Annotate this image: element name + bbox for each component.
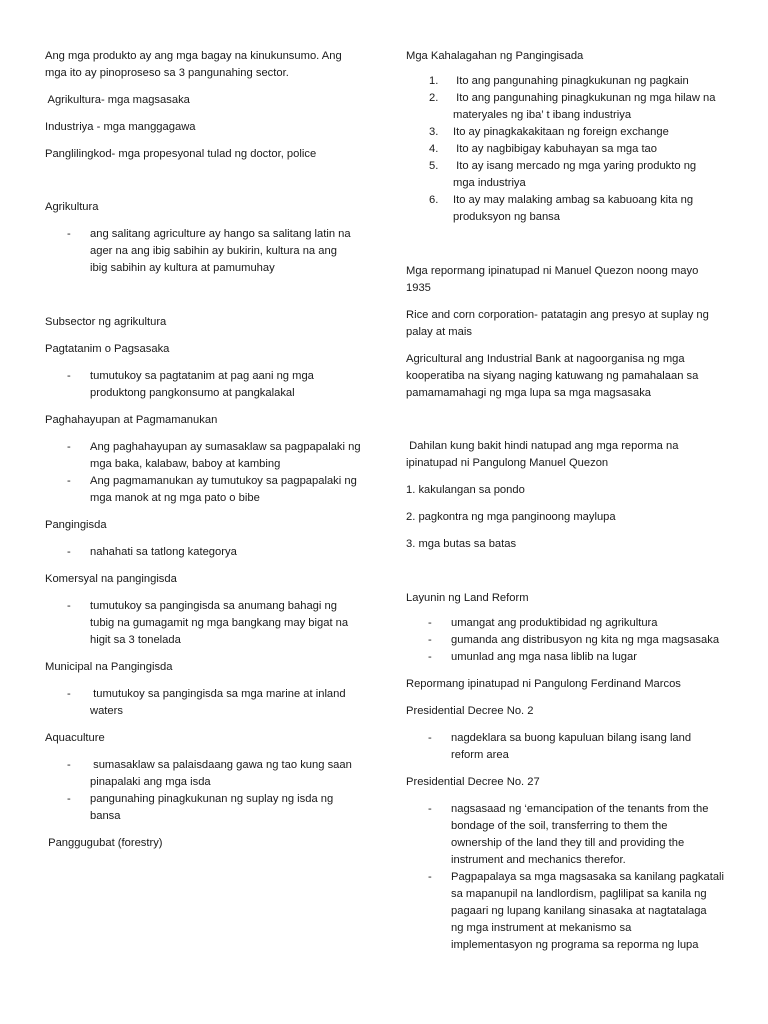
dash-bullet: - [428,617,432,629]
item-number: 3. [429,126,439,138]
dash-list [406,801,732,954]
item-number: 1. [429,75,439,87]
text-line: Komersyal na pangingisda [45,573,177,585]
paragraph [45,48,365,82]
list-item [406,869,732,954]
numbered-item [406,192,732,226]
text-line: Agricultural ang Industrial Bank at nagoorganisa ng mga [406,353,685,365]
dash-bullet: - [428,634,432,646]
text-line: bondage of the soil, transferring to them the [451,820,668,832]
list-item [406,730,732,764]
dash-bullet: - [428,732,432,744]
dash-list [45,598,365,649]
dash-bullet: - [67,370,71,382]
numbered-list [406,73,732,226]
text-line: umangat ang produktibidad ng agrikultura [451,617,658,629]
list-item [45,757,365,791]
paragraph [406,307,732,341]
text-line: Ito ang pangunahing pinagkukunan ng pagkain [453,75,689,87]
text-line: produksyon ng bansa [453,211,560,223]
numbered-item [406,73,732,90]
text-line: Ito ang pangunahing pinagkukunan ng mga hilaw na [453,92,716,104]
text-line: nahahati sa tatlong kategorya [90,546,237,558]
text-line: mga industriya [453,177,526,189]
text-line: pinapalaki ang mga isda [90,776,211,788]
text-line: Repormang ipinatupad ni Pangulong Ferdinand Marcos [406,678,681,690]
text-line: ibig sabihin ay kultura at pamumuhay [90,262,275,274]
paragraph [45,314,365,331]
right-column [406,48,732,954]
text-line: higit sa 3 tonelada [90,634,181,646]
dash-list [406,730,732,764]
paragraph [45,92,365,109]
dash-bullet: - [67,546,71,558]
dash-list [45,226,365,277]
list-item [45,226,365,277]
paragraph [45,517,365,534]
dash-list [45,686,365,720]
text-line: umunlad ang mga nasa liblib na lugar [451,651,637,663]
text-line: Ito ay may malaking ambag sa kabuoang kita ng [453,194,694,206]
text-line: pangunahing pinagkukunan ng suplay ng isda ng [90,793,334,805]
dash-bullet: - [67,475,71,487]
dash-bullet: - [67,441,71,453]
text-line: mga baka, kalabaw, baboy at kambing [90,458,281,470]
text-line: Ito ay pinagkakakitaan ng foreign exchange [453,126,669,138]
text-line: Panggugubat (forestry) [45,837,163,849]
paragraph [45,199,365,216]
paragraph [406,676,732,693]
text-line: Mga Kahalagahan ng Pangingisada [406,50,584,62]
text-line: Ito ay isang mercado ng mga yaring produkto ng [453,160,697,172]
numbered-item [406,124,732,141]
text-line: Ang paghahayupan ay sumasaklaw sa pagpapalaki ng [90,441,361,453]
text-line: Ang pagmamanukan ay tumutukoy sa pagpapalaki ng [90,475,357,487]
text-line: Municipal na Pangingisda [45,661,173,673]
item-number: 5. [429,160,439,172]
text-line: tumutukoy sa pangingisda sa mga marine at inland [90,688,346,700]
text-line: materyales ng iba’ t ibang industriya [453,109,632,121]
text-line: nagsasaad ng ‘emancipation of the tenants from the [451,803,709,815]
paragraph [45,571,365,588]
dash-bullet: - [67,759,71,771]
text-line: waters [90,705,123,717]
text-line: Presidential Decree No. 2 [406,705,534,717]
text-line: 1. kakulangan sa pondo [406,484,525,496]
text-line: bansa [90,810,121,822]
paragraph [406,48,732,65]
paragraph [406,351,732,402]
text-line: Pagtatanim o Pagsasaka [45,343,170,355]
paragraph [406,774,732,791]
item-number: 6. [429,194,439,206]
text-line: Layunin ng Land Reform [406,592,529,604]
text-line: Pangingisda [45,519,107,531]
text-line: instrument and mechanics therefor. [451,854,626,866]
list-item [406,615,732,632]
paragraph [45,412,365,429]
list-item [406,801,732,869]
paragraph [45,730,365,747]
text-line: gumanda ang distribusyon ng kita ng mga magsasaka [451,634,720,646]
text-line: Pagpapalaya sa mga magsasaka sa kanilang pagkatali [451,871,725,883]
dash-list [45,439,365,507]
paragraph [45,659,365,676]
item-number: 4. [429,143,439,155]
dash-list [406,615,732,666]
text-line: ng mga instrument at mekanismo sa [451,922,632,934]
dash-bullet: - [67,228,71,240]
dash-bullet: - [428,651,432,663]
text-line: implementasyon ng programa sa reporma ng lupa [451,939,699,951]
text-line: pagaari ng lupang kanilang sinasaka at nagtatalaga [451,905,707,917]
text-line: tubig na gumagamit ng mga bangkang may bigat na [90,617,349,629]
text-line: palay at mais [406,326,472,338]
text-line: Aquaculture [45,732,105,744]
text-line: Ito ay nagbibigay kabuhayan sa mga tao [453,143,658,155]
paragraph [406,509,732,526]
dash-list [45,544,365,561]
list-item [45,598,365,649]
numbered-item [406,90,732,124]
dash-bullet: - [428,803,432,815]
list-item [45,544,365,561]
text-line: mga ito ay pinoproseso sa 3 pangunahing sector. [45,67,289,79]
dash-bullet: - [67,600,71,612]
text-line: Agrikultura- mga magsasaka [45,94,190,106]
paragraph [406,482,732,499]
text-line: Ang mga produkto ay ang mga bagay na kinukunsumo. Ang [45,50,342,62]
text-line: mga manok at ng mga pato o bibe [90,492,260,504]
text-line: Industriya - mga manggagawa [45,121,196,133]
dash-list [45,368,365,402]
list-item [45,686,365,720]
text-line: ownership of the land they till and providing the [451,837,685,849]
text-line: sa mapanupil na landlordism, paglilipat sa kanila ng [451,888,707,900]
text-line: Agrikultura [45,201,99,213]
paragraph [45,146,365,163]
paragraph [406,590,732,607]
text-line: kooperatiba na siyang naging katuwang ng pamahalaan sa [406,370,699,382]
list-item [45,368,365,402]
paragraph [45,119,365,136]
text-line: ang salitang agriculture ay hango sa salitang latin na [90,228,351,240]
numbered-item [406,141,732,158]
list-item [45,791,365,825]
text-line: sumasaklaw sa palaisdaang gawa ng tao kung saan [90,759,352,771]
text-line: Panglilingkod- mga propesyonal tulad ng doctor, police [45,148,317,160]
text-line: produktong pangkonsumo at pangkalakal [90,387,295,399]
paragraph [45,341,365,358]
text-line: nagdeklara sa buong kapuluan bilang isang land [451,732,692,744]
dash-list [45,757,365,825]
paragraph [406,263,732,297]
list-item [45,473,365,507]
text-line: 3. mga butas sa batas [406,538,517,550]
text-line: pamamamahagi ng mga lupa sa mga magsasaka [406,387,652,399]
numbered-item [406,158,732,192]
dash-bullet: - [67,688,71,700]
text-line: Subsector ng agrikultura [45,316,167,328]
item-number: 2. [429,92,439,104]
text-line: 1935 [406,282,431,294]
text-line: Rice and corn corporation- patatagin ang presyo at suplay ng [406,309,709,321]
text-line: reform area [451,749,509,761]
paragraph [406,438,732,472]
text-line: Paghahayupan at Pagmamanukan [45,414,218,426]
list-item [45,439,365,473]
left-column [45,48,365,852]
text-line: Dahilan kung bakit hindi natupad ang mga reporma na [406,440,679,452]
dash-bullet: - [428,871,432,883]
text-line: tumutukoy sa pangingisda sa anumang bahagi ng [90,600,337,612]
text-line: tumutukoy sa pagtatanim at pag aani ng mga [90,370,314,382]
text-line: ipinatupad ni Pangulong Manuel Quezon [406,457,609,469]
text-line: Presidential Decree No. 27 [406,776,540,788]
text-line: Mga repormang ipinatupad ni Manuel Quezon noong mayo [406,265,699,277]
paragraph [406,703,732,720]
text-line: ager na ang ibig sabihin ay bukirin, kultura na ang [90,245,337,257]
dash-bullet: - [67,793,71,805]
text-line: 2. pagkontra ng mga panginoong maylupa [406,511,616,523]
list-item [406,632,732,649]
paragraph [45,835,365,852]
paragraph [406,536,732,553]
list-item [406,649,732,666]
